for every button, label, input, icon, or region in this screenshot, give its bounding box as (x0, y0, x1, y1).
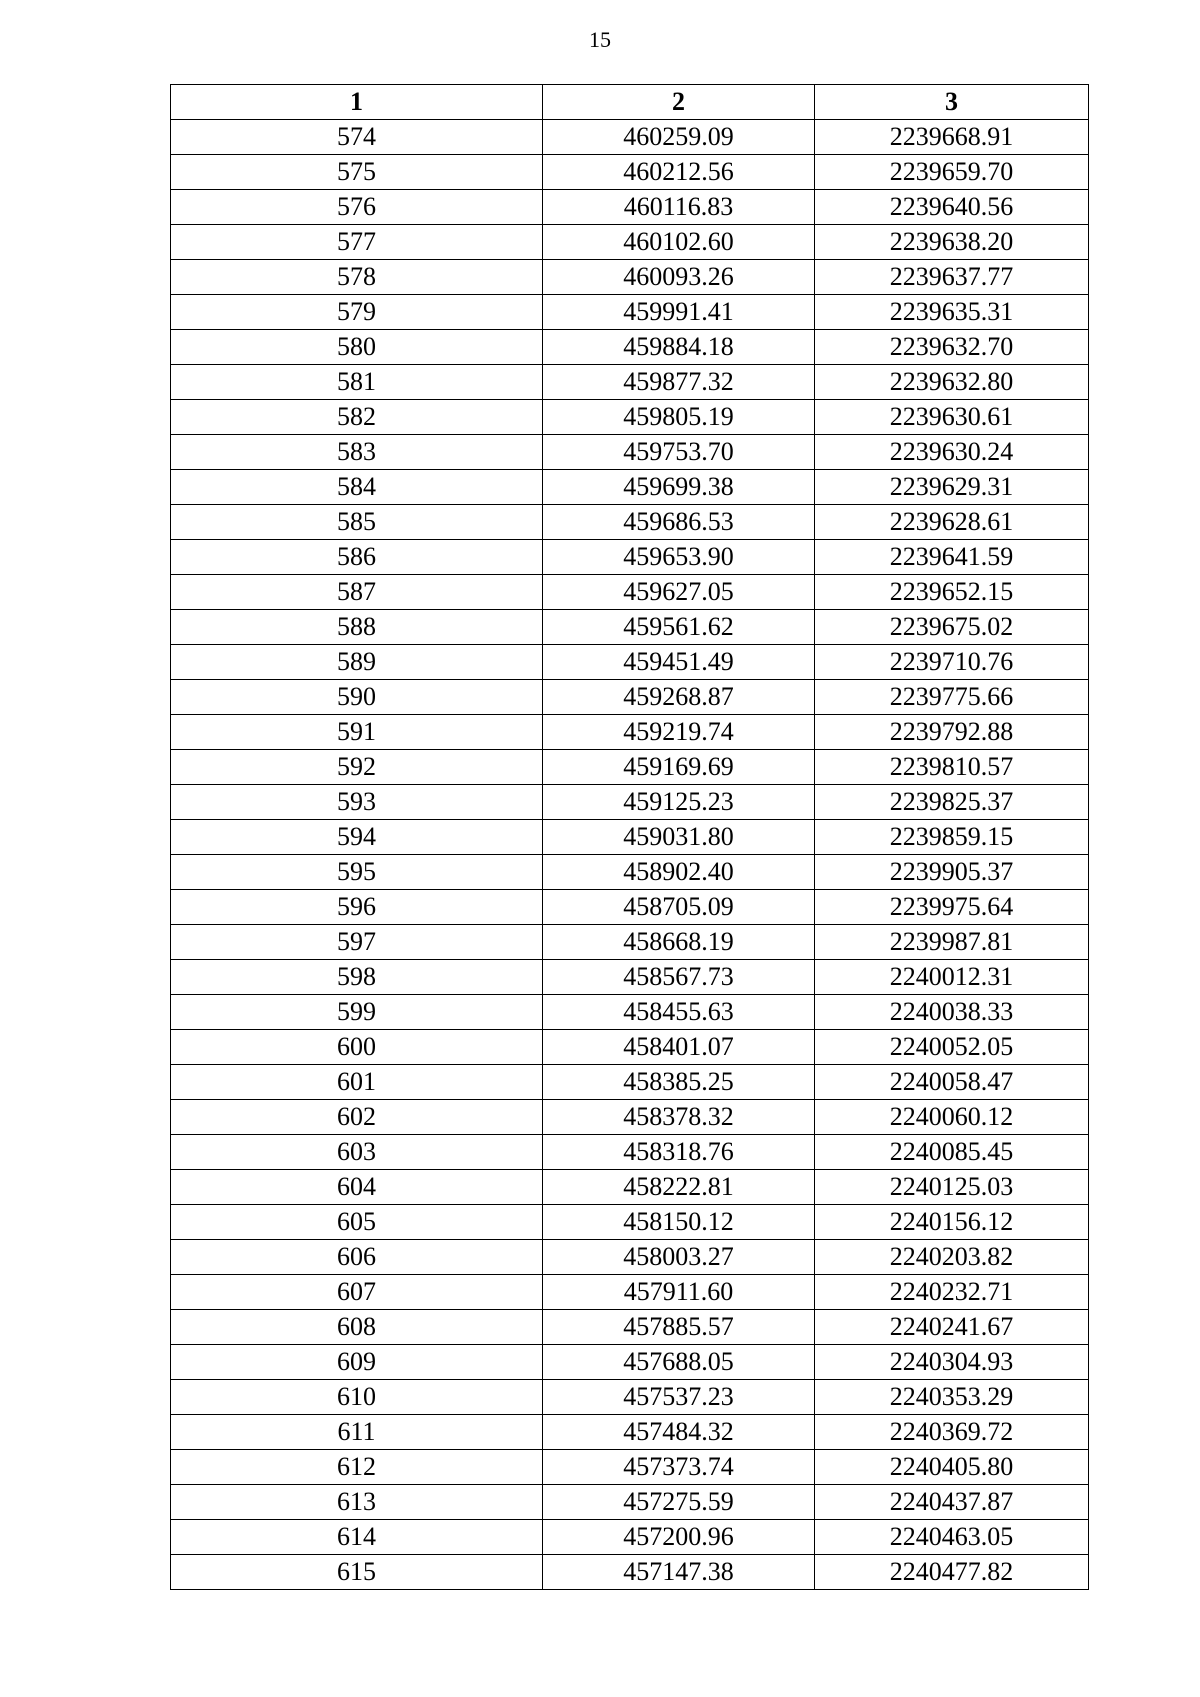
point-number-cell: 575 (171, 155, 543, 190)
point-number-cell: 589 (171, 645, 543, 680)
coordinate-x-cell: 459627.05 (543, 575, 815, 610)
table-row (171, 855, 1089, 890)
coordinate-y-cell: 2240203.82 (815, 1240, 1089, 1275)
table-row (171, 435, 1089, 470)
coordinate-y-cell: 2239905.37 (815, 855, 1089, 890)
point-number-cell: 612 (171, 1450, 543, 1485)
coordinate-x-cell: 460259.09 (543, 120, 815, 155)
coordinate-x-cell: 457373.74 (543, 1450, 815, 1485)
point-number-cell: 584 (171, 470, 543, 505)
table-row (171, 295, 1089, 330)
coordinate-y-cell: 2240241.67 (815, 1310, 1089, 1345)
point-number-cell: 604 (171, 1170, 543, 1205)
coordinate-x-cell: 458318.76 (543, 1135, 815, 1170)
coordinate-x-cell: 459451.49 (543, 645, 815, 680)
coordinate-y-cell: 2239630.61 (815, 400, 1089, 435)
coordinate-x-cell: 459877.32 (543, 365, 815, 400)
point-number-cell: 607 (171, 1275, 543, 1310)
point-number-cell: 595 (171, 855, 543, 890)
table-header (171, 85, 1089, 120)
coordinate-y-cell: 2240232.71 (815, 1275, 1089, 1310)
table-row (171, 925, 1089, 960)
coordinate-x-cell: 459561.62 (543, 610, 815, 645)
coordinate-y-cell: 2240477.82 (815, 1555, 1089, 1590)
coordinate-x-cell: 459884.18 (543, 330, 815, 365)
coordinate-y-cell: 2239975.64 (815, 890, 1089, 925)
table-row (171, 820, 1089, 855)
table-row (171, 1030, 1089, 1065)
point-number-cell: 574 (171, 120, 543, 155)
point-number-cell: 613 (171, 1485, 543, 1520)
point-number-cell: 606 (171, 1240, 543, 1275)
coordinate-y-cell: 2240085.45 (815, 1135, 1089, 1170)
coordinate-y-cell: 2240405.80 (815, 1450, 1089, 1485)
coordinate-x-cell: 458567.73 (543, 960, 815, 995)
table-row (171, 400, 1089, 435)
coordinate-x-cell: 458668.19 (543, 925, 815, 960)
coordinate-y-cell: 2240125.03 (815, 1170, 1089, 1205)
table-row (171, 1345, 1089, 1380)
point-number-cell: 580 (171, 330, 543, 365)
column-header-2: 2 (543, 85, 815, 120)
table-row (171, 1240, 1089, 1275)
coordinate-x-cell: 460102.60 (543, 225, 815, 260)
coordinate-y-cell: 2239635.31 (815, 295, 1089, 330)
coordinate-x-cell: 459031.80 (543, 820, 815, 855)
coordinate-x-cell: 457911.60 (543, 1275, 815, 1310)
coordinate-y-cell: 2240012.31 (815, 960, 1089, 995)
coordinate-x-cell: 458902.40 (543, 855, 815, 890)
coordinate-y-cell: 2240156.12 (815, 1205, 1089, 1240)
coordinate-y-cell: 2239810.57 (815, 750, 1089, 785)
point-number-cell: 609 (171, 1345, 543, 1380)
table-row (171, 1485, 1089, 1520)
table-row (171, 260, 1089, 295)
column-header-1: 1 (171, 85, 543, 120)
point-number-cell: 582 (171, 400, 543, 435)
coordinate-x-cell: 459653.90 (543, 540, 815, 575)
point-number-cell: 600 (171, 1030, 543, 1065)
point-number-cell: 611 (171, 1415, 543, 1450)
table-row (171, 1520, 1089, 1555)
table-row (171, 610, 1089, 645)
coordinate-x-cell: 457688.05 (543, 1345, 815, 1380)
coordinate-x-cell: 460116.83 (543, 190, 815, 225)
coordinate-y-cell: 2239775.66 (815, 680, 1089, 715)
coordinate-y-cell: 2239630.24 (815, 435, 1089, 470)
coordinate-y-cell: 2239987.81 (815, 925, 1089, 960)
coordinate-y-cell: 2240052.05 (815, 1030, 1089, 1065)
point-number-cell: 590 (171, 680, 543, 715)
point-number-cell: 615 (171, 1555, 543, 1590)
table-row (171, 1275, 1089, 1310)
table-row (171, 960, 1089, 995)
coordinate-x-cell: 460093.26 (543, 260, 815, 295)
point-number-cell: 587 (171, 575, 543, 610)
table-row (171, 1450, 1089, 1485)
point-number-cell: 578 (171, 260, 543, 295)
coordinate-y-cell: 2240437.87 (815, 1485, 1089, 1520)
coordinate-y-cell: 2239652.15 (815, 575, 1089, 610)
coordinate-x-cell: 458003.27 (543, 1240, 815, 1275)
table-row (171, 890, 1089, 925)
table-row (171, 470, 1089, 505)
coordinate-x-cell: 458378.32 (543, 1100, 815, 1135)
coordinates-table (170, 84, 1089, 1590)
coordinate-x-cell: 458385.25 (543, 1065, 815, 1100)
point-number-cell: 593 (171, 785, 543, 820)
coordinate-x-cell: 457885.57 (543, 1310, 815, 1345)
table-row (171, 750, 1089, 785)
coordinate-y-cell: 2239641.59 (815, 540, 1089, 575)
coordinate-y-cell: 2240058.47 (815, 1065, 1089, 1100)
table-row (171, 995, 1089, 1030)
table-row (171, 330, 1089, 365)
coordinate-x-cell: 459268.87 (543, 680, 815, 715)
header-row (171, 85, 1089, 120)
coordinate-y-cell: 2239859.15 (815, 820, 1089, 855)
coordinate-x-cell: 457200.96 (543, 1520, 815, 1555)
table-row (171, 1205, 1089, 1240)
table-row (171, 155, 1089, 190)
coordinate-x-cell: 457147.38 (543, 1555, 815, 1590)
coordinate-x-cell: 457484.32 (543, 1415, 815, 1450)
table-row (171, 1065, 1089, 1100)
table-row (171, 1415, 1089, 1450)
coordinate-y-cell: 2239710.76 (815, 645, 1089, 680)
coordinate-y-cell: 2239640.56 (815, 190, 1089, 225)
coordinate-x-cell: 459125.23 (543, 785, 815, 820)
point-number-cell: 596 (171, 890, 543, 925)
coordinate-y-cell: 2239659.70 (815, 155, 1089, 190)
coordinate-x-cell: 458705.09 (543, 890, 815, 925)
coordinate-x-cell: 459991.41 (543, 295, 815, 330)
point-number-cell: 579 (171, 295, 543, 330)
table-row (171, 1380, 1089, 1415)
point-number-cell: 599 (171, 995, 543, 1030)
point-number-cell: 588 (171, 610, 543, 645)
coordinate-y-cell: 2240353.29 (815, 1380, 1089, 1415)
table-row (171, 505, 1089, 540)
coordinate-y-cell: 2239792.88 (815, 715, 1089, 750)
coordinate-x-cell: 458455.63 (543, 995, 815, 1030)
point-number-cell: 577 (171, 225, 543, 260)
coordinate-x-cell: 458401.07 (543, 1030, 815, 1065)
coordinate-x-cell: 459805.19 (543, 400, 815, 435)
coordinate-x-cell: 459753.70 (543, 435, 815, 470)
table-row (171, 785, 1089, 820)
point-number-cell: 603 (171, 1135, 543, 1170)
table-row (171, 540, 1089, 575)
point-number-cell: 576 (171, 190, 543, 225)
table-row (171, 120, 1089, 155)
point-number-cell: 586 (171, 540, 543, 575)
coordinate-x-cell: 457537.23 (543, 1380, 815, 1415)
point-number-cell: 583 (171, 435, 543, 470)
coordinate-y-cell: 2239675.02 (815, 610, 1089, 645)
coordinate-y-cell: 2239825.37 (815, 785, 1089, 820)
table-row (171, 190, 1089, 225)
point-number-cell: 597 (171, 925, 543, 960)
point-number-cell: 585 (171, 505, 543, 540)
table-row (171, 645, 1089, 680)
coordinate-y-cell: 2239632.80 (815, 365, 1089, 400)
coordinate-x-cell: 457275.59 (543, 1485, 815, 1520)
point-number-cell: 598 (171, 960, 543, 995)
table-row (171, 1555, 1089, 1590)
coordinate-x-cell: 458222.81 (543, 1170, 815, 1205)
coordinate-y-cell: 2239638.20 (815, 225, 1089, 260)
table-row (171, 1170, 1089, 1205)
point-number-cell: 605 (171, 1205, 543, 1240)
coordinate-x-cell: 459699.38 (543, 470, 815, 505)
table-row (171, 1100, 1089, 1135)
point-number-cell: 592 (171, 750, 543, 785)
point-number-cell: 581 (171, 365, 543, 400)
column-header-3: 3 (815, 85, 1089, 120)
coordinate-y-cell: 2240060.12 (815, 1100, 1089, 1135)
coordinate-x-cell: 459686.53 (543, 505, 815, 540)
coordinate-x-cell: 458150.12 (543, 1205, 815, 1240)
coordinate-y-cell: 2240304.93 (815, 1345, 1089, 1380)
coordinate-y-cell: 2239628.61 (815, 505, 1089, 540)
page-number: 15 (589, 27, 611, 52)
table-row (171, 1310, 1089, 1345)
point-number-cell: 614 (171, 1520, 543, 1555)
table-row (171, 680, 1089, 715)
point-number-cell: 602 (171, 1100, 543, 1135)
coordinate-x-cell: 459169.69 (543, 750, 815, 785)
point-number-cell: 608 (171, 1310, 543, 1345)
coordinate-y-cell: 2239668.91 (815, 120, 1089, 155)
point-number-cell: 610 (171, 1380, 543, 1415)
table-body (171, 120, 1089, 1590)
coordinate-y-cell: 2240369.72 (815, 1415, 1089, 1450)
coordinate-x-cell: 460212.56 (543, 155, 815, 190)
coordinate-x-cell: 459219.74 (543, 715, 815, 750)
table-row (171, 715, 1089, 750)
coordinate-y-cell: 2240463.05 (815, 1520, 1089, 1555)
coordinate-y-cell: 2239629.31 (815, 470, 1089, 505)
coordinate-y-cell: 2240038.33 (815, 995, 1089, 1030)
table-row (171, 575, 1089, 610)
point-number-cell: 601 (171, 1065, 543, 1100)
point-number-cell: 594 (171, 820, 543, 855)
table-row (171, 1135, 1089, 1170)
table-row (171, 225, 1089, 260)
point-number-cell: 591 (171, 715, 543, 750)
coordinate-y-cell: 2239637.77 (815, 260, 1089, 295)
table-row (171, 365, 1089, 400)
coordinate-y-cell: 2239632.70 (815, 330, 1089, 365)
